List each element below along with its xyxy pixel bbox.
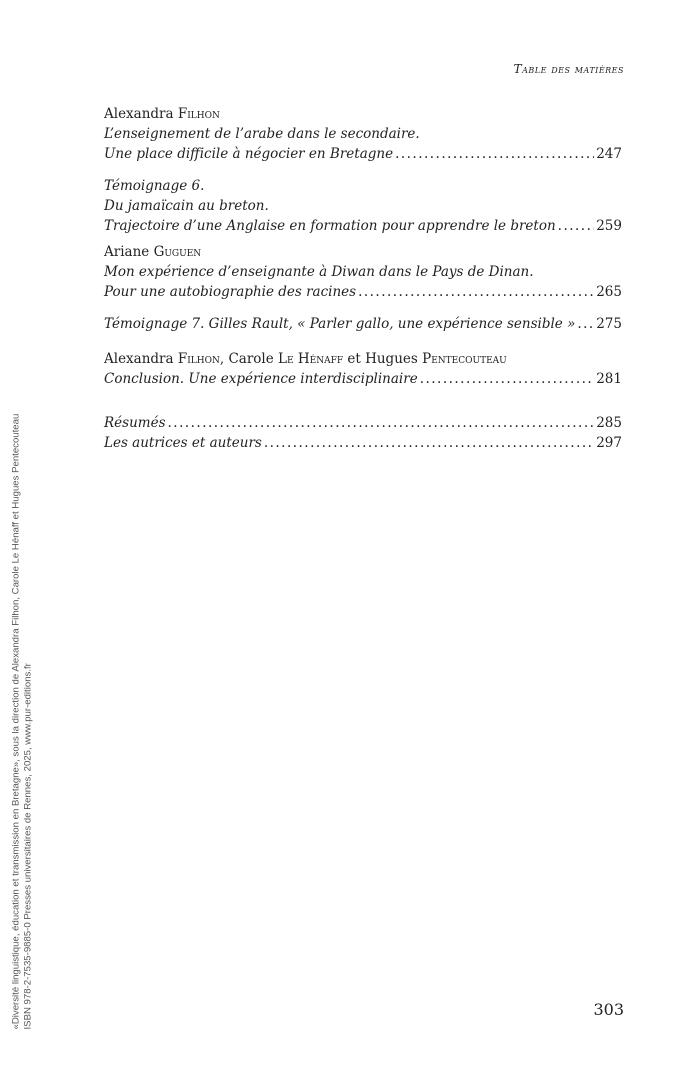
title-leader-line: Les autrices et auteurs . . . 297: [104, 433, 622, 453]
title-line: Mon expérience d’enseignante à Diwan dans le Pays de Dinan.: [104, 264, 534, 280]
title-leader-line: Une place difficile à négocier en Bretagne . . . 247: [104, 144, 622, 164]
toc-entry[interactable]: [104, 104, 622, 164]
title-leader-line: Résumés . . . 285: [104, 413, 622, 433]
title-line: Du jamaïcain au breton.: [104, 198, 269, 214]
toc-entry[interactable]: [104, 314, 622, 334]
page-ref: 265: [596, 284, 622, 300]
page-number: 303: [593, 1000, 624, 1019]
title-leader-line: Pour une autobiographie des racines . . . 265: [104, 282, 622, 302]
page-ref: 285: [596, 415, 622, 431]
toc-entry[interactable]: [104, 176, 622, 236]
side-note-line: «Diversité linguistique, éducation et transmission en Bretagne», sous la direction de Alexandra Filhon, Carole Le Hénaff et Hugues Pentecouteau: [10, 413, 22, 1030]
toc-entry[interactable]: [104, 349, 622, 389]
title-leader-line: Conclusion. Une expérience interdisciplinaire . . . 281: [104, 369, 622, 389]
title-line: Témoignage 6.: [104, 178, 205, 194]
title-line: L’enseignement de l’arabe dans le secondaire.: [104, 126, 420, 142]
page-ref: 247: [596, 146, 622, 162]
side-copyright-note: [10, 413, 35, 1030]
toc-entry[interactable]: [104, 413, 622, 453]
page-ref: 275: [596, 316, 622, 332]
toc-entry[interactable]: [104, 242, 622, 302]
author: Alexandra Filhon: [104, 106, 220, 122]
title-leader-line: Trajectoire d’une Anglaise en formation pour apprendre le breton . . . 259: [104, 216, 622, 236]
page-ref: 281: [596, 371, 622, 387]
running-header: Table des matières: [513, 62, 624, 76]
page-ref: 259: [596, 218, 622, 234]
authors: Alexandra Filhon, Carole Le Hénaff et Hugues Pentecouteau: [104, 351, 507, 367]
title-leader-line: Témoignage 7. Gilles Rault, « Parler gallo, une expérience sensible » . . . 275: [104, 314, 622, 334]
page-ref: 297: [596, 435, 622, 451]
author: Ariane Guguen: [104, 244, 202, 260]
side-note-line: ISBN 978-2-7535-9885-0 Presses universitaires de Rennes, 2025, www.pur-editions.fr: [22, 663, 34, 1030]
